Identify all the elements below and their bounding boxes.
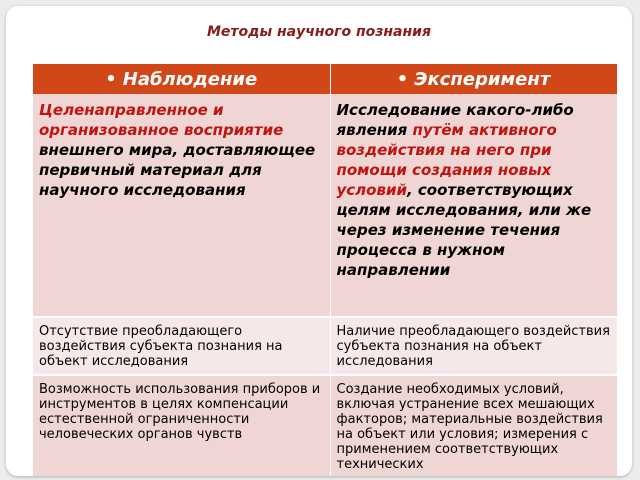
header-experiment (330, 64, 617, 94)
header-observation (33, 64, 330, 94)
observation-instruments-cell: Возможность использования приборов и инструментов в целях компенсации естественной ограниченности человеческих органов чувств (33, 375, 330, 476)
observation-influence-cell: Отсутствие преобладающего воздействия субъекта познания на объект исследования (33, 317, 330, 375)
table-row (33, 94, 617, 317)
slide (6, 6, 632, 476)
experiment-definition-cell (330, 94, 617, 317)
table-row (33, 375, 617, 476)
experiment-definition-highlight: путём активного воздействия на него при помощи создания новых условий (336, 121, 557, 199)
observation-definition-text: внешнего мира, доставляющее первичный материал для научного исследования (39, 141, 316, 199)
observation-definition-cell (33, 94, 330, 317)
table-header-row (33, 64, 617, 94)
experiment-definition-text-2: , соответствующих целям исследования, или же через изменение течения процесса в нужном направлении (336, 181, 592, 279)
comparison-table (33, 64, 618, 476)
table-row (33, 317, 617, 375)
bullet-icon: • (396, 68, 409, 90)
observation-definition-highlight: Целенаправленное и организованное восприятие (39, 101, 284, 139)
experiment-influence-cell: Наличие преобладающего воздействия субъекта познания на объект исследования (330, 317, 617, 375)
experiment-conditions-cell: Создание необходимых условий, включая устранение всех мешающих факторов; материальные воздействия на объект или условия; измерения с применением соответствующих технических (330, 375, 617, 476)
bullet-icon: • (105, 68, 117, 90)
header-experiment-label: Эксперимент (414, 68, 551, 90)
experiment-definition-text-1: Исследование какого-либо явления (336, 101, 574, 139)
slide-title: Методы научного познания (207, 24, 431, 40)
header-observation-label: Наблюдение (122, 68, 258, 90)
